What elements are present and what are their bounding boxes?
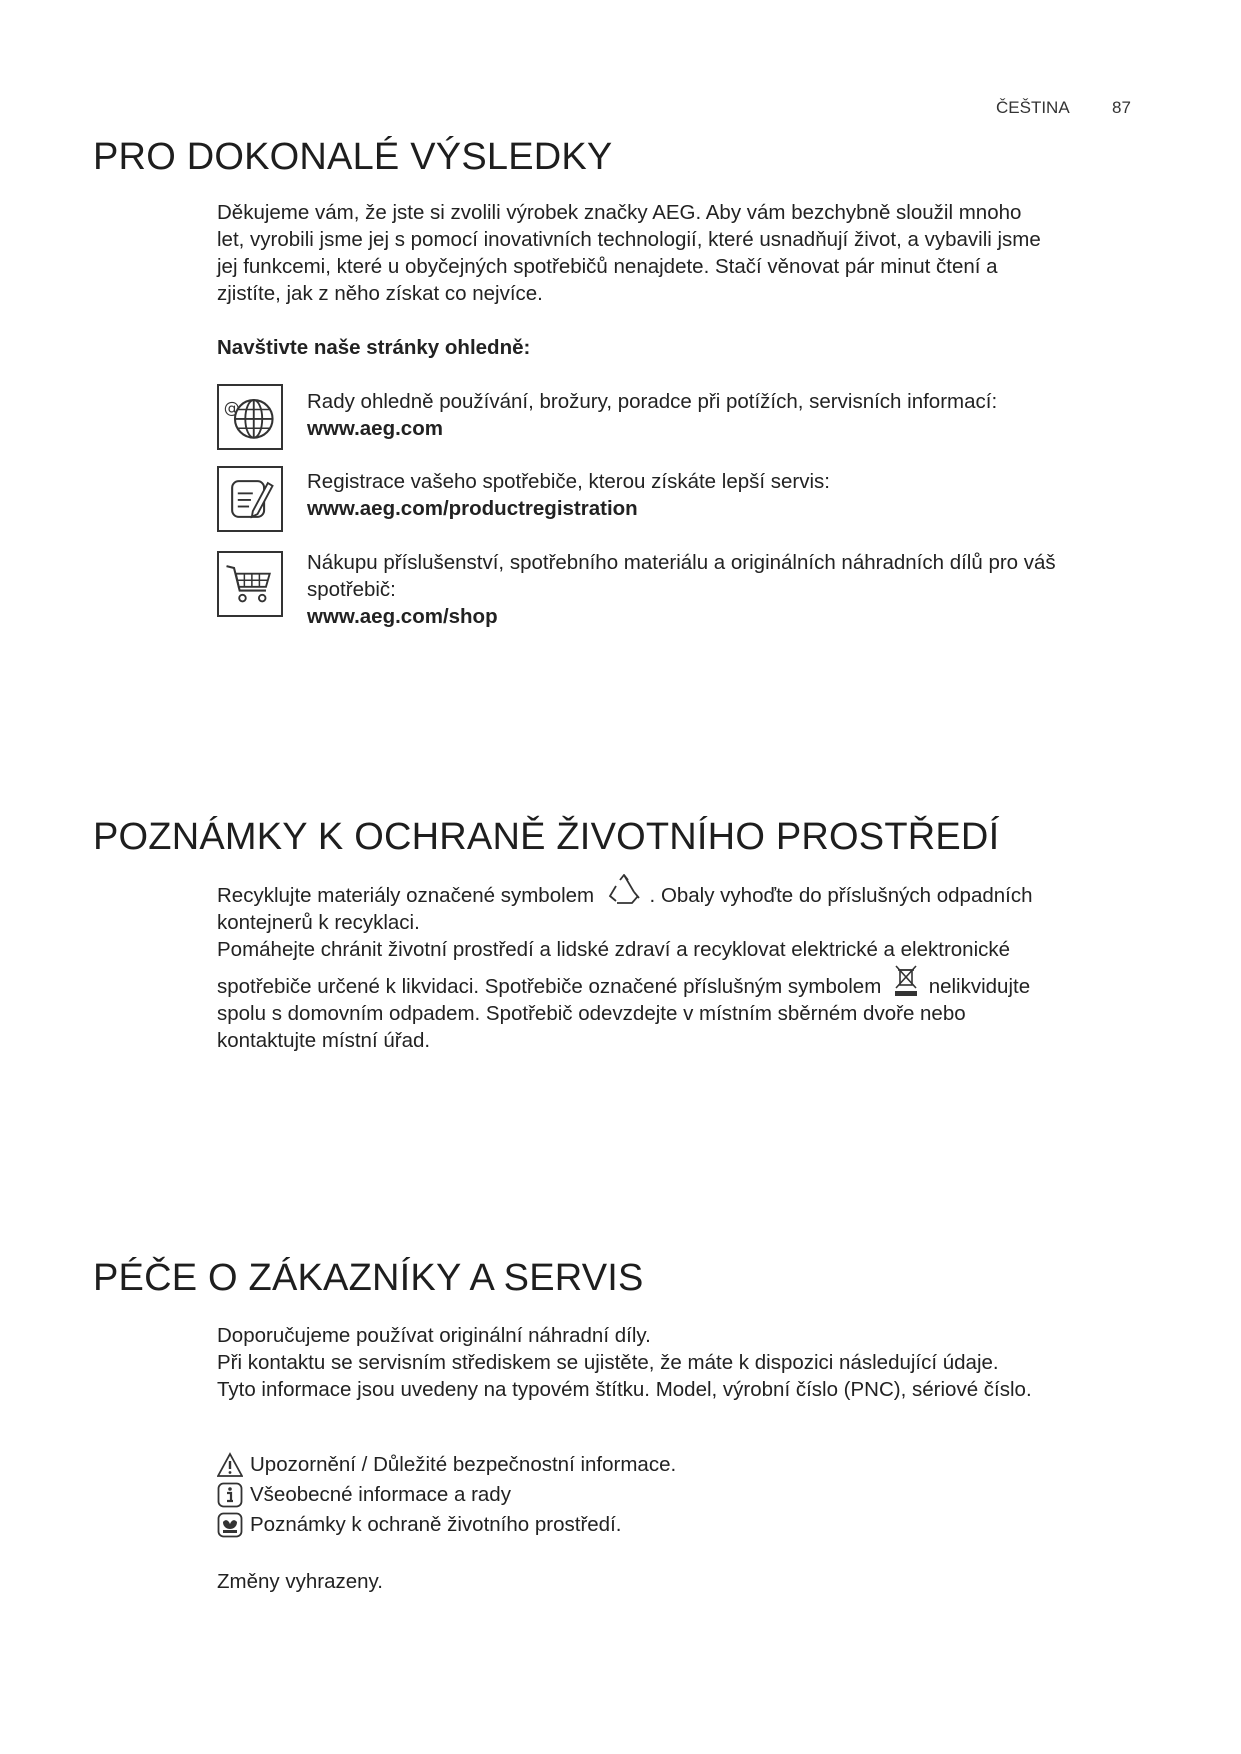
- link-url-registration[interactable]: www.aeg.com/productregistration: [307, 497, 638, 520]
- link-description: Registrace vašeho spotřebiče, kterou získáte lepší servis:: [307, 470, 830, 493]
- env-line: spolu s domovním odpadem. Spotřebič odevzdejte v místním sběrném dvoře nebo: [217, 1002, 966, 1025]
- env-line1-start: Recyklujte materiály označené symbolem: [217, 884, 595, 907]
- page-number: 87: [1112, 98, 1131, 117]
- section-title-results: PRO DOKONALÉ VÝSLEDKY: [93, 136, 613, 178]
- legend-environment: [217, 1512, 621, 1538]
- environment-icon: [217, 1512, 243, 1538]
- link-registration-block: [307, 468, 830, 522]
- env-line: [217, 882, 1197, 909]
- legend-warning-text: Upozornění / Důležité bezpečnostní informace.: [250, 1453, 677, 1476]
- section-title-customer-care: PÉČE O ZÁKAZNÍKY A SERVIS: [93, 1257, 644, 1299]
- legend-warning: [217, 1452, 676, 1478]
- warning-icon: [217, 1452, 243, 1478]
- registration-icon: [217, 466, 283, 532]
- section-title-environment: POZNÁMKY K OCHRANĚ ŽIVOTNÍHO PROSTŘEDÍ: [93, 816, 1000, 858]
- care-line: Při kontaktu se servisním střediskem se ujistěte, že máte k dispozici následující údaje.: [217, 1351, 999, 1374]
- care-line: Tyto informace jsou uvedeny na typovém štítku. Model, výrobní číslo (PNC), sériové číslo.: [217, 1378, 1032, 1401]
- legend-info: [217, 1482, 511, 1508]
- link-description: Nákupu příslušenství, spotřebního materiálu a originálních náhradních dílů pro váš: [307, 551, 1056, 574]
- intro-paragraph: [217, 199, 1177, 307]
- link-url-shop[interactable]: www.aeg.com/shop: [307, 605, 498, 628]
- link-globe-block: [307, 388, 997, 442]
- customer-care-paragraph: [217, 1322, 1197, 1403]
- link-description: spotřebič:: [307, 578, 396, 601]
- changes-reserved: Změny vyhrazeny.: [217, 1570, 383, 1593]
- link-description: Rady ohledně používání, brožury, poradce při potížích, servisních informací:: [307, 390, 998, 413]
- care-line: Doporučujeme používat originální náhradní díly.: [217, 1324, 651, 1347]
- legend-environment-text: Poznámky k ochraně životního prostředí.: [250, 1513, 622, 1536]
- env-line: [217, 973, 1197, 1000]
- env-line1-end: . Obaly vyhoďte do příslušných odpadních: [649, 884, 1033, 907]
- intro-line: let, vyrobili jsme jej s pomocí inovativních technologií, které usnadňují život, a vybavili jsme: [217, 228, 1041, 251]
- intro-line: zjistíte, jak z něho získat co nejvíce.: [217, 282, 543, 305]
- intro-line: Děkujeme vám, že jste si zvolili výrobek značky AEG. Aby vám bezchybně sloužil mnoho: [217, 201, 1022, 224]
- visit-heading: Navštivte naše stránky ohledně:: [217, 336, 531, 359]
- intro-line: jej funkcemi, které u obyčejných spotřebičů nenajdete. Stačí věnovat pár minut čtení a: [217, 255, 998, 278]
- svg-text:@: @: [223, 398, 240, 418]
- environment-paragraph: [217, 882, 1197, 1054]
- legend-info-text: Všeobecné informace a rady: [250, 1483, 511, 1506]
- env-line: kontejnerů k recyklaci.: [217, 911, 420, 934]
- header-language: ČEŠTINA: [996, 98, 1070, 117]
- crossed-bin-icon: [893, 964, 919, 998]
- shopping-cart-icon: [217, 551, 283, 617]
- env-line4-start: spotřebiče určené k likvidaci. Spotřebiče označené příslušným symbolem: [217, 975, 882, 998]
- info-icon: [217, 1482, 243, 1508]
- recycle-icon: [606, 874, 642, 906]
- env-line: Pomáhejte chránit životní prostředí a lidské zdraví a recyklovat elektrické a elektronické: [217, 938, 1011, 961]
- link-shop-block: [307, 549, 1056, 630]
- globe-icon: [217, 384, 283, 450]
- env-line: kontaktujte místní úřad.: [217, 1029, 431, 1052]
- link-url-aeg[interactable]: www.aeg.com: [307, 417, 443, 440]
- env-line4-end: nelikvidujte: [928, 975, 1031, 998]
